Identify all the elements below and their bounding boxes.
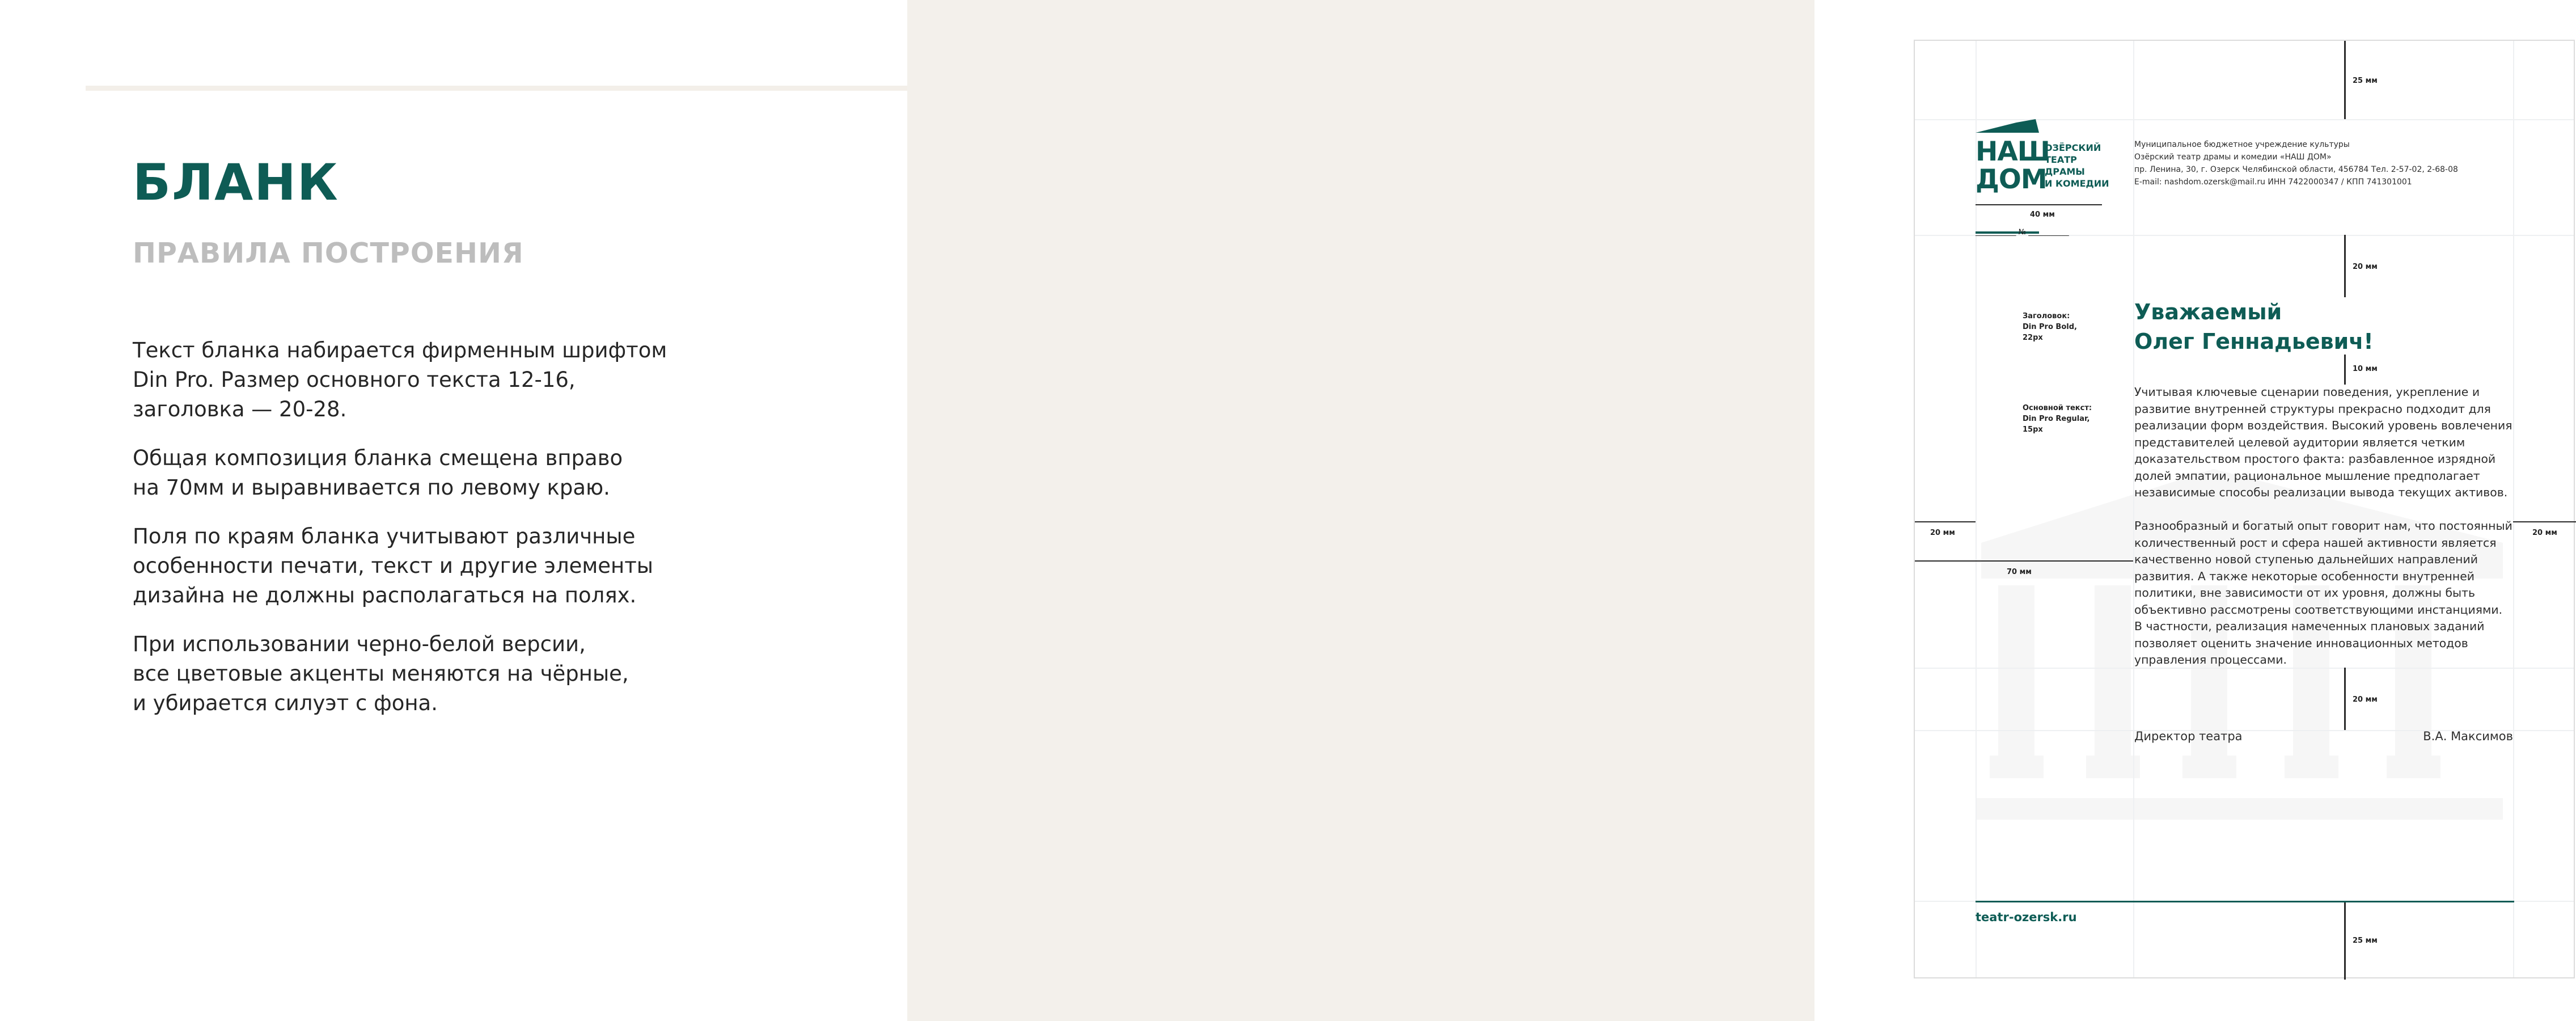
letter-paragraph: Учитывая ключевые сценарии поведения, укрепление и развитие внутренней структуры прекрасно подходит для реализации форм воздействия. Высокий уровень вовлечения представителей целевой аудитории является четким доказательством простого факта: разбавленное изрядной долей эмпатии, рациональное мышление предполагает независимые способы реализации вывода текущих активов. <box>2134 385 2512 499</box>
footer-divider <box>1976 901 2514 902</box>
letterhead-sheet <box>1914 40 2575 978</box>
logo-caption: ОЗЁРСКИЙ ТЕАТР ДРАМЫ И КОМЕДИИ <box>2045 142 2109 189</box>
right-panel <box>907 0 2557 1021</box>
letter-paragraph: Разнообразный и богатый опыт говорит нам, что постоянный количественный рост и сфера нашей активности является качественно новой ступенью дальнейших направлений развития. А также некоторые особенности внутренней политики, вне зависимости от их уровня, должны быть объективно рассмотрены соответствующими инстанциями. В частности, реализация намеченных плановых заданий позволяет оценить значение инновационных методов управления процессами. <box>2134 519 2512 666</box>
dimension-label: 25 мм <box>2353 77 2378 85</box>
theater-logo <box>1976 119 2109 238</box>
page-subtitle: ПРАВИЛА ПОСТРОЕНИЯ <box>133 237 524 269</box>
dimension-label: 40 мм <box>2030 210 2055 219</box>
top-divider <box>86 86 907 91</box>
paragraph: Общая композиция бланка смещена вправо на 70мм и выравнивается по левому краю. <box>133 446 623 500</box>
dimension-label: 20 мм <box>2532 529 2557 537</box>
document-number-line: ___________ № ___________ <box>1976 228 2069 237</box>
dimension-line <box>1915 560 2133 562</box>
dimension-line <box>1915 521 1976 522</box>
dimension-label: 70 мм <box>2007 568 2032 576</box>
signature-name: В.А. Максимов <box>2423 729 2513 743</box>
logo-word-1: НАШ <box>1976 136 2050 167</box>
heading-font-note: Заголовок: Din Pro Bold, 22px <box>2023 312 2077 342</box>
dimension-line <box>2344 235 2346 297</box>
dimension-label: 25 мм <box>2353 936 2378 945</box>
dimension-label: 20 мм <box>1930 529 1955 537</box>
dimension-label: 20 мм <box>2353 263 2378 271</box>
dimension-label: 10 мм <box>2353 365 2378 373</box>
website-link: teatr-ozersk.ru <box>1976 910 2077 924</box>
dimension-line <box>2344 355 2346 385</box>
logo-word-2: ДОМ <box>1976 164 2047 195</box>
dimension-line <box>2344 902 2346 980</box>
signature-position: Директор театра <box>2134 729 2243 743</box>
organization-details: Муниципальное бюджетное учреждение культуры Озёрский театр драмы и комедии «НАШ ДОМ» пр. Ленина, 30, г. Озерск Челябинской области, 456784 Тел. 2-57-02, 2-68-08 E-mail: nashdom.ozersk@mail.ru ИНН 7422000347 / КПП 741301001 <box>2134 140 2458 187</box>
page-title: БЛАНК <box>133 153 339 212</box>
letter-body <box>2134 384 2526 685</box>
dimension-line <box>2344 41 2346 119</box>
roof-icon <box>1976 119 2039 133</box>
body-font-note: Основной текст: Din Pro Regular, 15px <box>2023 404 2092 434</box>
paragraph: Поля по краям бланка учитывают различные особенности печати, текст и другие элементы дизайна не должны располагаться на полях. <box>133 524 653 607</box>
left-panel <box>0 0 907 1021</box>
paragraph: При использовании черно-белой версии, все цветовые акценты меняются на чёрные, и убирается силуэт с фона. <box>133 632 629 715</box>
description <box>133 336 700 737</box>
letter-greeting: Уважаемый Олег Геннадьевич! <box>2134 299 2374 354</box>
dimension-label: 20 мм <box>2353 695 2378 704</box>
paragraph: Текст бланка набирается фирменным шрифтом Din Pro. Размер основного текста 12-16, заголовка — 20-28. <box>133 338 667 421</box>
